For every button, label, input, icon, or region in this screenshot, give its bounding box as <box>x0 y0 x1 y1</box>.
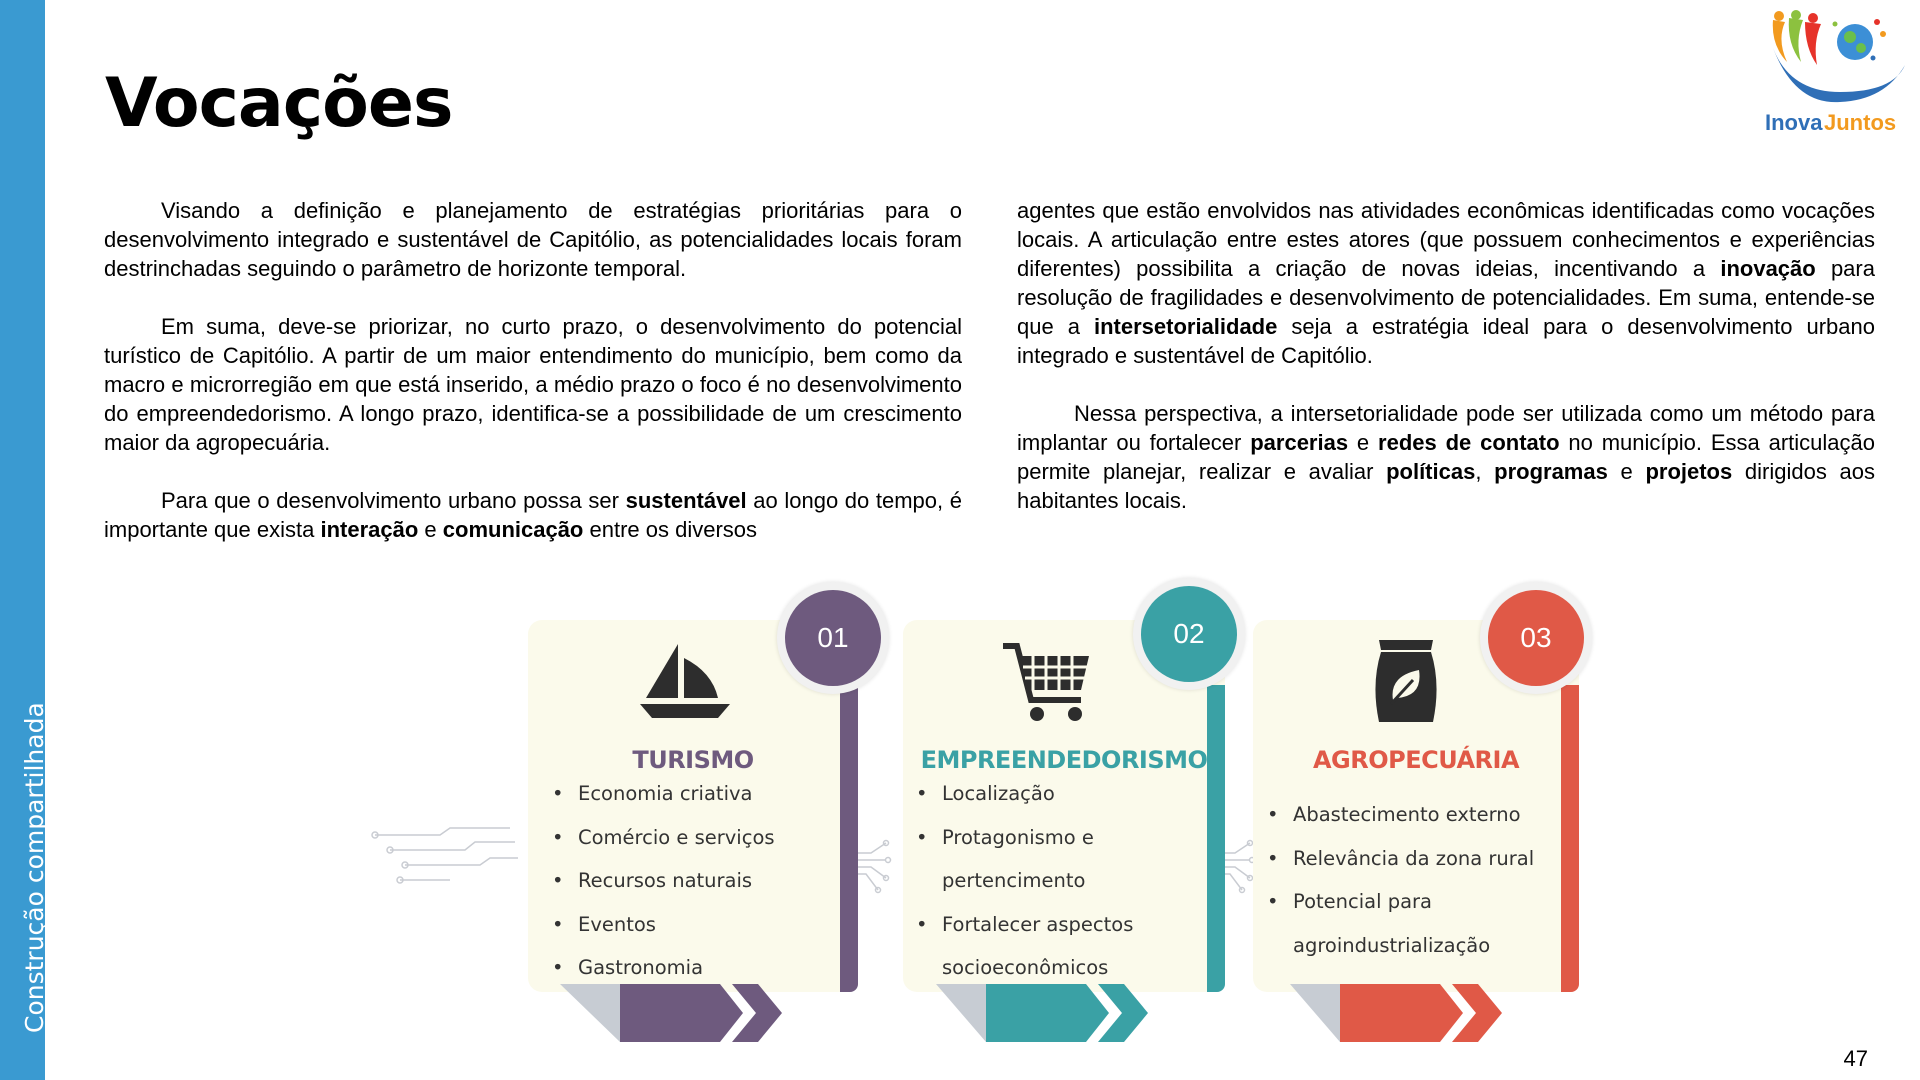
card-title: TURISMO <box>632 746 754 774</box>
body-text: para resolução de fragilidades e desenvolvimento de potencialidades. Em suma, entende-se que a <box>1017 256 1875 339</box>
paragraph <box>104 312 962 457</box>
list-item-text: Relevância da zona rural <box>1293 846 1535 870</box>
card-stripe <box>1561 685 1579 992</box>
list-item-text: Localização <box>942 782 1055 805</box>
list-item-text: agroindustrialização <box>1293 933 1491 957</box>
sailboat-icon <box>638 642 732 722</box>
bullet-icon: • <box>552 782 564 805</box>
body-text: Para que o desenvolvimento urbano possa ser <box>161 488 626 513</box>
list-item-text: pertencimento <box>942 869 1086 892</box>
body-text: dirigidos aos habitantes locais. <box>1017 459 1875 513</box>
badge-ring <box>777 582 889 694</box>
body-text: Visando a definição e planejamento de estratégias prioritárias para o desenvolvimento integrado e sustentável de Capitólio, as potencialidades locais foram destrinchadas seguindo o parâmetro de horizonte temporal. <box>104 198 962 281</box>
list-item <box>916 903 1133 990</box>
body-text: agentes que estão envolvidos nas atividades econômicas identificadas como vocações locais. A articulação entre estes atores (que possuem conhecimentos e experiências diferentes) possibilita a criação de novas ideias, incentivando a <box>1017 198 1875 281</box>
bullet-icon: • <box>552 825 564 849</box>
list-item-text: Abastecimento externo <box>1293 803 1521 826</box>
list-item-text: Recursos naturais <box>578 869 753 892</box>
text-column-left <box>104 196 962 573</box>
emphasis-text: parcerias <box>1250 430 1349 455</box>
list-item-text: socioeconômicos <box>942 956 1109 979</box>
bullet-icon: • <box>916 782 928 805</box>
list-item <box>552 859 775 903</box>
list-item-text: Comércio e serviços <box>578 825 775 849</box>
body-text: no município. Essa articulação permite planejar, realizar e avaliar <box>1017 430 1875 484</box>
list-item <box>552 903 775 947</box>
body-text: seja a estratégia ideal para o desenvolvimento urbano integrado e sustentável de Capitólio. <box>1017 314 1875 368</box>
bullet-icon: • <box>916 825 928 849</box>
paragraph <box>1017 399 1875 515</box>
list-item <box>552 772 775 816</box>
arrow-decoration <box>936 978 1176 1048</box>
paragraph <box>1017 196 1875 370</box>
list-item-text: Potencial para <box>1293 890 1432 913</box>
list-item <box>916 816 1133 903</box>
seed-bag-icon <box>1371 638 1441 724</box>
emphasis-text: inovação <box>1720 256 1816 281</box>
card-number-badge: 03 <box>1488 590 1584 686</box>
emphasis-text: intersetorialidade <box>1093 314 1278 339</box>
card-number-badge: 02 <box>1141 586 1237 682</box>
emphasis-text: projetos <box>1645 459 1733 484</box>
emphasis-text: programas <box>1494 459 1608 484</box>
bullet-icon: • <box>552 912 564 936</box>
list-item <box>1267 880 1534 967</box>
card-list <box>916 772 1133 990</box>
paragraph <box>104 196 962 283</box>
card-list <box>552 772 775 990</box>
list-item-text: Fortalecer aspectos <box>942 912 1134 936</box>
page-number: 47 <box>1843 1046 1868 1071</box>
bullet-icon: • <box>916 912 928 936</box>
body-text: Nessa perspectiva, a intersetorialidade pode ser utilizada como um método para implantar ou fortalecer <box>1017 401 1875 455</box>
list-item <box>1267 837 1534 881</box>
emphasis-text: sustentável <box>625 488 747 513</box>
text-column-right <box>1017 196 1875 544</box>
list-item-text: Eventos <box>578 912 656 936</box>
body-text: ao longo do tempo, é importante que exista <box>104 488 962 542</box>
list-item <box>1267 793 1534 837</box>
arrow-decoration <box>1290 978 1530 1048</box>
emphasis-text: políticas <box>1386 459 1476 484</box>
circuit-decoration <box>856 838 896 898</box>
card-title: AGROPECUÁRIA <box>1312 746 1520 774</box>
list-item <box>552 816 775 860</box>
body-text: e <box>1607 459 1646 484</box>
list-item <box>916 772 1133 816</box>
emphasis-text: redes de contato <box>1378 430 1560 455</box>
bullet-icon: • <box>552 956 564 979</box>
arrow-decoration <box>560 978 800 1048</box>
card-stripe <box>1207 685 1225 992</box>
page-title: Vocações <box>105 64 453 143</box>
bullet-icon: • <box>552 869 564 892</box>
bullet-icon: • <box>1267 846 1279 870</box>
badge-ring <box>1480 582 1592 694</box>
sidebar-label: Construção compartilhada <box>20 702 49 1033</box>
inovajuntos-logo <box>1765 10 1915 135</box>
badge-ring <box>1133 578 1245 690</box>
bullet-icon: • <box>1267 890 1279 913</box>
card-title: EMPREENDEDORISMO <box>920 746 1208 774</box>
paragraph <box>104 486 962 544</box>
body-text: e <box>418 517 443 542</box>
body-text: entre os diversos <box>583 517 758 542</box>
card-number-badge: 01 <box>785 590 881 686</box>
bullet-icon: • <box>1267 803 1279 826</box>
list-item-text: Economia criativa <box>578 782 753 805</box>
body-text: e <box>1348 430 1379 455</box>
body-text: Em suma, deve-se priorizar, no curto prazo, o desenvolvimento do potencial turístico de Capitólio. A partir de um maior entendimento do município, bem como da macro e microrregião em que está inserido, a médio prazo o foco é no desenvolvimento do empreendedorismo. A longo prazo, identifica-se a possibilidade de um crescimento maior da agropecuária. <box>104 314 962 455</box>
list-item-text: Gastronomia <box>578 956 704 979</box>
emphasis-text: interação <box>320 517 419 542</box>
body-text: , <box>1475 459 1495 484</box>
card-list <box>1267 793 1534 967</box>
circuit-decoration <box>370 820 520 890</box>
svg-text:Juntos: Juntos <box>1824 110 1897 135</box>
emphasis-text: comunicação <box>442 517 584 542</box>
shopping-cart-icon <box>1001 640 1093 724</box>
card-stripe <box>840 685 858 992</box>
list-item-text: Protagonismo e <box>942 825 1094 849</box>
svg-text:Inova: Inova <box>1765 110 1823 135</box>
